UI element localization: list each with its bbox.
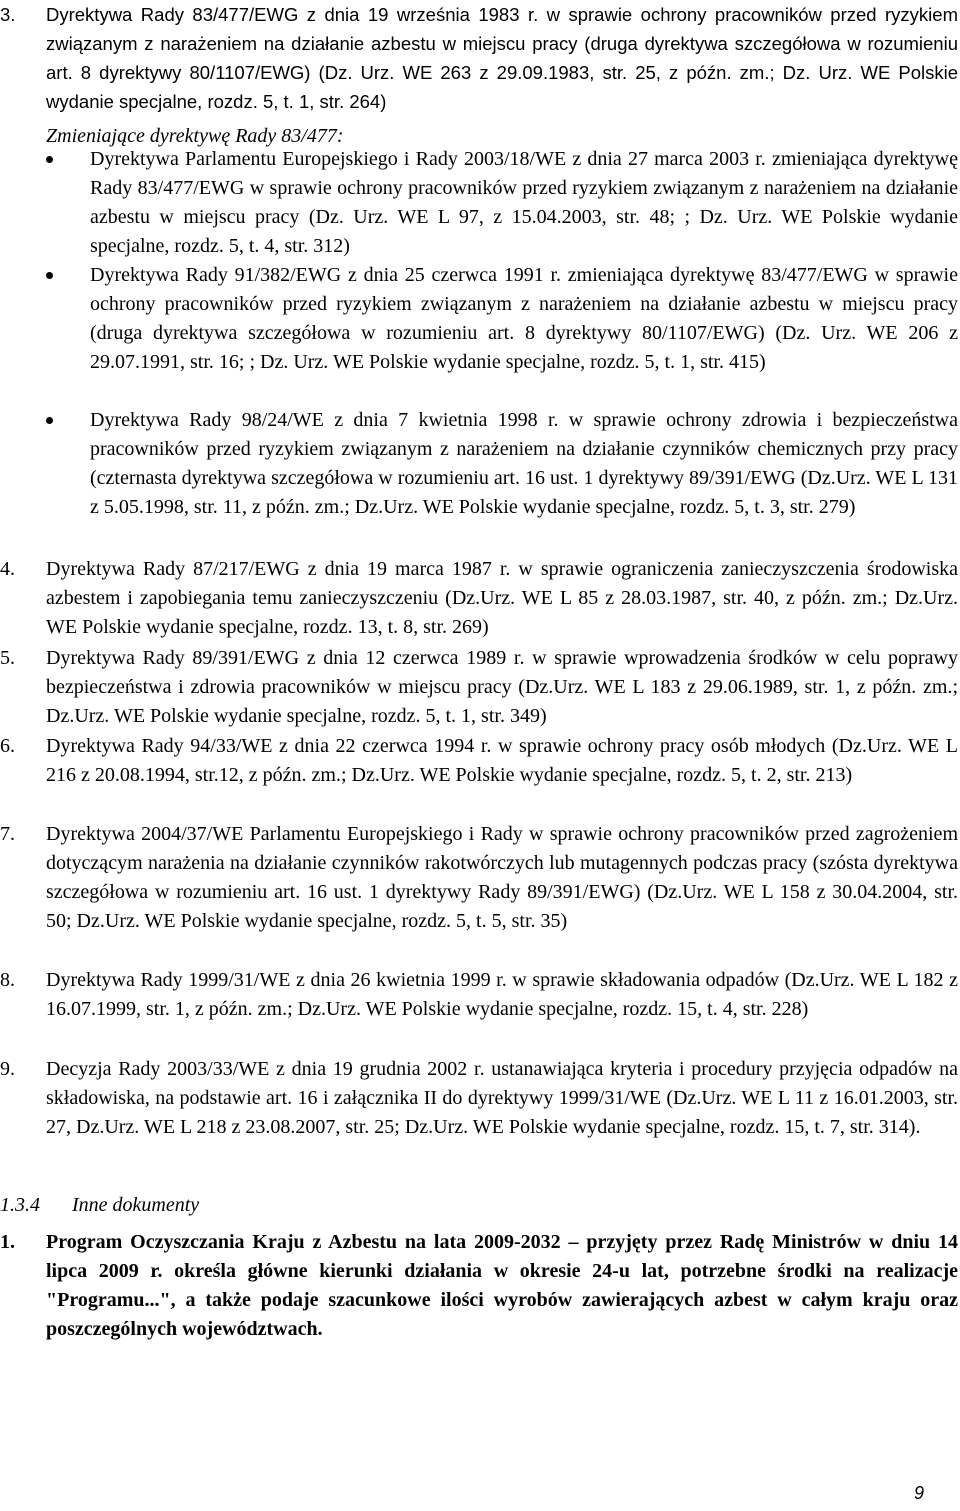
bullet-text: Dyrektywa Parlamentu Europejskiego i Rady 2003/18/WE z dnia 27 marca 2003 r. zmieniająca dyrektywę Rady 83/477/EWG w sprawie ochrony pracowników przed ryzykiem związanym z narażeniem na działanie azbestu w miejscu pracy (Dz. Urz. WE L 97, z 15.04.2003, str. 48; ; Dz. Urz. WE Polskie wydanie specjalne, rozdz. 5, t. 4, str. 312): [90, 148, 958, 257]
list-item-3: [0, 0, 958, 116]
list-number: 9.: [0, 1058, 15, 1080]
list-item-text: Dyrektywa Rady 87/217/EWG z dnia 19 marca 1987 r. w sprawie ograniczenia zanieczyszczenia środowiska azbestem i zapobiegania temu zanieczyszczeniu (Dz.Urz. WE L 85 z 28.03.1987, str. 40, z późn. zm.; Dz.Urz. WE Polskie wydanie specjalne, rozdz. 13, t. 8, str. 269): [46, 558, 958, 638]
list-item-text: Dyrektywa Rady 1999/31/WE z dnia 26 kwietnia 1999 r. w sprawie składowania odpadów (Dz.Urz. WE L 182 z 16.07.1999, str. 1, z późn. zm.; Dz.Urz. WE Polskie wydanie specjalne, rozdz. 15, t. 4, str. 228): [46, 969, 958, 1020]
list-item-4: [0, 555, 958, 642]
other-document-text: Program Oczyszczania Kraju z Azbestu na lata 2009-2032 – przyjęty przez Radę Ministrów w dniu 14 lipca 2009 r. określa główne kierunki działania w okresie 24-u lat, potrzebne środki na realizacje "Programu...", a także podaje szacunkowe ilości wyrobów zawierających azbest w całym kraju oraz poszczególnych województwach.: [46, 1231, 958, 1340]
bullet-dot: [46, 156, 53, 163]
list-number: 1.: [0, 1231, 15, 1253]
list-item-5: [0, 644, 958, 731]
section-title: Inne dokumenty: [72, 1194, 200, 1216]
list-number: 5.: [0, 647, 15, 669]
list-item-7: [0, 820, 958, 936]
list-item-text: Dyrektywa Rady 94/33/WE z dnia 22 czerwca 1994 r. w sprawie ochrony pracy osób młodych (Dz.Urz. WE L 216 z 20.08.1994, str.12, z późn. zm.; Dz.Urz. WE Polskie wydanie specjalne, rozdz. 5, t. 2, str. 213): [46, 735, 958, 786]
bullet-item-3: [46, 406, 958, 522]
list-item-text: Dyrektywa Rady 83/477/EWG z dnia 19 września 1983 r. w sprawie ochrony pracowników przed ryzykiem związanym z narażeniem na działanie azbestu w miejscu pracy (druga dyrektywa szczegółowa w rozumieniu art. 8 dyrektywy 80/1107/EWG) (Dz. Urz. WE 263 z 29.09.1983, str. 25, z późn. zm.; Dz. Urz. WE Polskie wydanie specjalne, rozdz. 5, t. 1, str. 264): [46, 4, 958, 112]
bullet-item-2: [46, 261, 958, 377]
section-heading: [0, 1191, 199, 1220]
list-number: 4.: [0, 558, 15, 580]
list-number: 8.: [0, 969, 15, 991]
list-number: 6.: [0, 735, 15, 757]
bullet-dot: [46, 417, 53, 424]
bullet-dot: [46, 272, 53, 279]
bullet-text: Dyrektywa Rady 91/382/EWG z dnia 25 czerwca 1991 r. zmieniająca dyrektywę 83/477/EWG w sprawie ochrony pracowników przed ryzykiem związanym z narażeniem na działanie azbestu w miejscu pracy (druga dyrektywa szczegółowa w rozumieniu art. 8 dyrektywy 80/1107/EWG) (Dz. Urz. WE 206 z 29.07.1991, str. 16; ; Dz. Urz. WE Polskie wydanie specjalne, rozdz. 5, t. 1, str. 415): [90, 264, 958, 373]
other-document-item: [0, 1228, 958, 1344]
list-number: 7.: [0, 823, 15, 845]
bullet-item-1: [46, 145, 958, 261]
list-number: 3.: [0, 4, 16, 25]
list-item-8: [0, 966, 958, 1024]
list-item-text: Decyzja Rady 2003/33/WE z dnia 19 grudnia 2002 r. ustanawiająca kryteria i procedury przyjęcia odpadów na składowiska, na podstawie art. 16 i załącznika II do dyrektywy 1999/31/WE (Dz.Urz. WE L 11 z 16.01.2003, str. 27, Dz.Urz. WE L 218 z 23.08.2007, str. 25; Dz.Urz. WE Polskie wydanie specjalne, rozdz. 15, t. 7, str. 314).: [46, 1058, 958, 1138]
amending-directives-heading: Zmieniające dyrektywę Rady 83/477:: [46, 125, 344, 147]
list-item-6: [0, 732, 958, 790]
page-number: 9: [913, 1483, 924, 1503]
bullet-text: Dyrektywa Rady 98/24/WE z dnia 7 kwietnia 1998 r. w sprawie ochrony zdrowia i bezpieczeństwa pracowników przed ryzykiem związanym z narażeniem na działanie czynników chemicznych przy pracy (czternasta dyrektywa szczegółowa w rozumieniu art. 16 ust. 1 dyrektywy 89/391/EWG (Dz.Urz. WE L 131 z 5.05.1998, str. 11, z późn. zm.; Dz.Urz. WE Polskie wydanie specjalne, rozdz. 5, t. 3, str. 279): [90, 409, 958, 518]
list-item-text: Dyrektywa Rady 89/391/EWG z dnia 12 czerwca 1989 r. w sprawie wprowadzenia środków w celu poprawy bezpieczeństwa i zdrowia pracowników w miejscu pracy (Dz.Urz. WE L 183 z 29.06.1989, str. 1, z późn. zm.; Dz.Urz. WE Polskie wydanie specjalne, rozdz. 5, t. 1, str. 349): [46, 647, 958, 727]
list-item-9: [0, 1055, 958, 1142]
section-number: 1.3.4: [0, 1194, 40, 1216]
list-item-text: Dyrektywa 2004/37/WE Parlamentu Europejskiego i Rady w sprawie ochrony pracowników przed zagrożeniem dotyczącym narażenia na działanie czynników rakotwórczych lub mutagennych podczas pracy (szósta dyrektywa szczegółowa w rozumieniu art. 16 ust. 1 dyrektywy Rady 89/391/EWG) (Dz.Urz. WE L 158 z 30.04.2004, str. 50; Dz.Urz. WE Polskie wydanie specjalne, rozdz. 5, t. 5, str. 35): [46, 823, 958, 932]
